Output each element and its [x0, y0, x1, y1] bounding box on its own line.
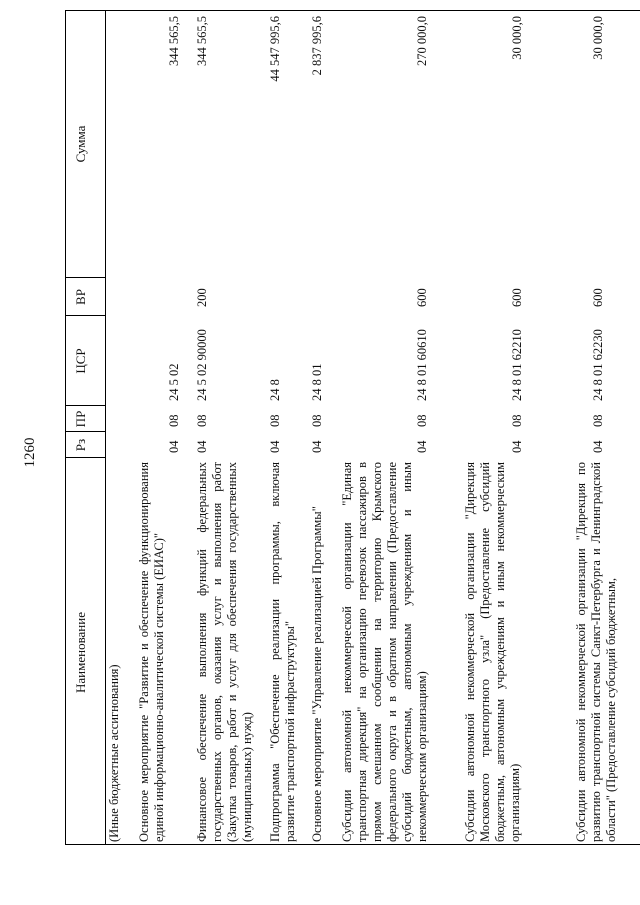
- row-rz: 04: [415, 440, 429, 453]
- header-sum: Сумма: [73, 125, 88, 163]
- row-sum: 344 565,5: [167, 16, 181, 66]
- row-name: Основное мероприятие "Развитие и обеспечение функционирования единой информационно-аналитической системы (ЕИАС)": [137, 462, 166, 842]
- row-csr: 24 5 02 90000: [195, 329, 209, 401]
- row-sum: 44 547 995,6: [268, 16, 282, 82]
- row-name: Основное мероприятие "Управление реализацией Программы": [310, 506, 324, 842]
- col-divider: [65, 405, 105, 406]
- row-name: Субсидии автономной некоммерческой организации "Дирекция по развитию транспортной системы Санкт-Петербурга и Ленинградской области" (Предоставление субсидий бюджетным,: [574, 462, 618, 842]
- row-vr: 600: [591, 288, 605, 307]
- row-pr: 08: [510, 414, 524, 427]
- row-vr: 200: [195, 288, 209, 307]
- row-pr: 08: [415, 414, 429, 427]
- header-rz: Рз: [73, 438, 88, 452]
- row-pr: 08: [195, 414, 209, 427]
- table-header: [65, 10, 106, 845]
- header-csr: ЦСР: [73, 348, 88, 374]
- row-pr: 08: [268, 414, 282, 427]
- row-csr: 24 8 01 62210: [510, 329, 524, 401]
- row-sum: 270 000,0: [415, 16, 429, 66]
- row-rz: 04: [591, 440, 605, 453]
- row-sum: 344 565,5: [195, 16, 209, 66]
- row-rz: 04: [167, 440, 181, 453]
- row-sum: 30 000,0: [591, 16, 605, 60]
- row-sum: 2 837 995,6: [310, 16, 324, 76]
- col-divider: [65, 277, 105, 278]
- row-name: Финансовое обеспечение выполнения функций федеральных государственных органов, оказания услуг и выполнения работ (Закупка товаров, работ и услуг для обеспечения государственных (муниципальных) нужд): [195, 462, 254, 842]
- row-rz: 04: [195, 440, 209, 453]
- budget-table: [65, 10, 640, 845]
- row-sum: 30 000,0: [510, 16, 524, 60]
- col-divider: [65, 315, 105, 316]
- row-pr: 08: [167, 414, 181, 427]
- row-csr: 24 8: [268, 379, 282, 401]
- col-divider: [65, 457, 105, 458]
- row-csr: 24 8 01 60610: [415, 329, 429, 401]
- row-vr: 600: [510, 288, 524, 307]
- row-csr: 24 8 01 62230: [591, 329, 605, 401]
- row-vr: 600: [415, 288, 429, 307]
- row-rz: 04: [268, 440, 282, 453]
- page-number: 1260: [22, 437, 38, 468]
- intro-text: (Иные бюджетные ассигнования): [107, 664, 121, 842]
- header-name: Наименование: [73, 612, 88, 693]
- col-divider: [65, 431, 105, 432]
- row-rz: 04: [310, 440, 324, 453]
- row-csr: 24 8 01: [310, 363, 324, 401]
- row-pr: 08: [310, 414, 324, 427]
- row-name: Субсидии автономной некоммерческой организации "Дирекция Московского транспортного узла" (Предоставление субсидий бюджетным, автономным учреждениям и иным некоммерческим организациям): [463, 462, 522, 842]
- header-pr: ПР: [73, 410, 88, 428]
- row-name: Подпрограмма "Обеспечение реализации программы, включая развитие транспортной инфраструктуры": [268, 462, 297, 842]
- row-csr: 24 5 02: [167, 363, 181, 401]
- header-vr: ВР: [73, 289, 88, 305]
- row-pr: 08: [591, 414, 605, 427]
- row-name: Субсидии автономной некоммерческой организации "Единая транспортная дирекция" на организацию перевозок пассажиров в прямом смешанном сообщении на территорию Крымского федерального округа и в обратном направлении (Предоставление субсидий бюджетным, автономным учреждениям и иным некоммерческим организациям): [340, 462, 429, 842]
- row-rz: 04: [510, 440, 524, 453]
